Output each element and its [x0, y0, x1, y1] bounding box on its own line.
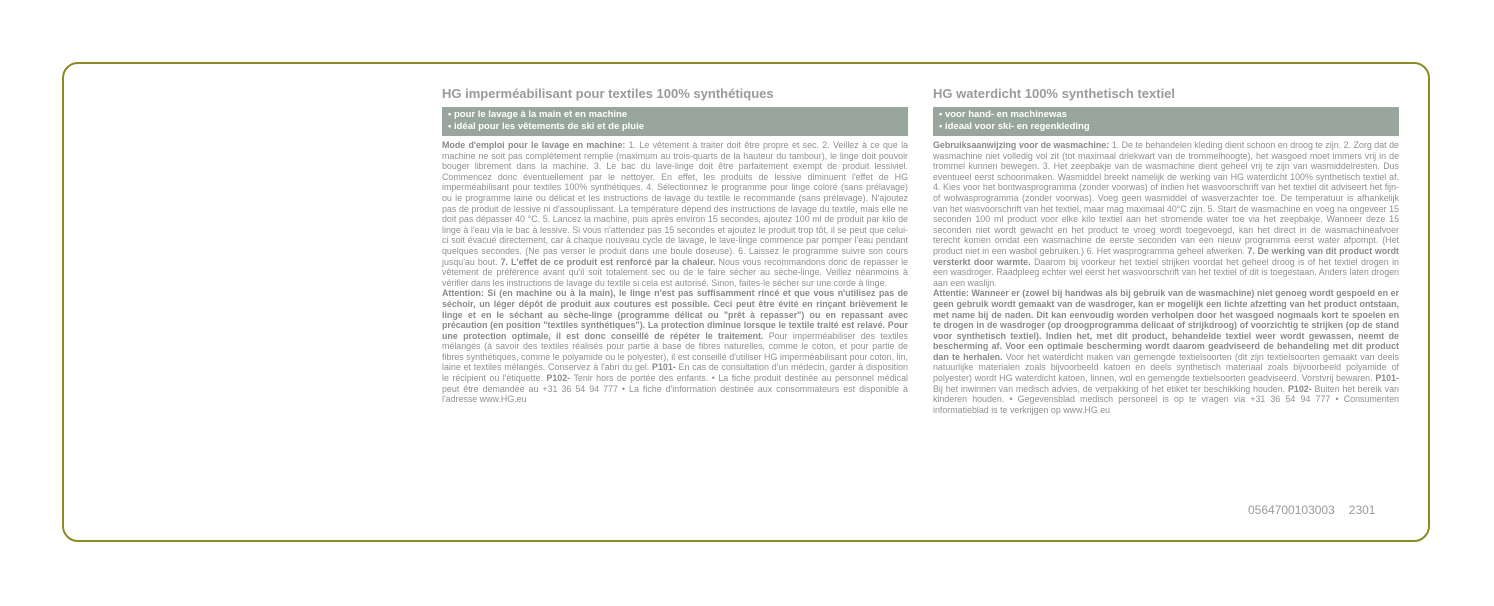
product-code — [1248, 503, 1375, 517]
french-usage-heading: Mode d'emploi pour le lavage en machine: — [442, 140, 626, 150]
dutch-attention-text: Voor het waterdicht maken van gemengde textielsoorten (dit zijn textielsoorten gemaakt van deels natuurlijke materialen zoals bijvoorbeeld katoen en deels synthetisch materiaal zoals bijvoorbeeld polyamide of polyester) wordt HG waterdicht katoen, linnen, wol en gemengde textielsoorten geadviseerd. Vorstvrij bewaren. — [933, 351, 1399, 384]
french-usage-text: 1. Le vêtement à traiter doit être propre et sec. 2. Veillez à ce que la machine ne soit pas complètement remplie (maximum au trois-quarts de la hauteur du tambour), le linge doit pouvoir bouger librement dans la machine. 3. Le bac du lave-linge doit être parfaitement exempt de produit lessiviel. Commencez donc éventuellement par le nettoyer. En effet, les produits de lessive diminuent l'effet de HG imperméabilisant pour textiles 100% synthétiques. 4. Sélectionnez le programme pour linge coloré (sans prélavage) ou le programme laine ou délicat et les instructions de lavage du textile le recommande (sans prélavage). N'ajoutez pas de produit de lessive ni d'assouplissant. La température dépend des instructions de lavage du textile, mais elle ne doit pas dépasser 40 °C. 5. Lancez la machine, puis après environ 15 secondes, ajoutez 100 ml de produit par kilo de linge à l'eau via le bac à lessive. Si vous n'attendez pas 15 secondes et ajoutez le produit trop tôt, il se peut que celui-ci soit évacué directement, car à chaque nouveau cycle de lavage, le lave-linge commence par pomper l'eau pendant quelques secondes. (Ne pas verser le produit dans une boule doseuse). 6. Laissez le programme suivre son cours jusqu'au bout. — [442, 140, 908, 267]
dutch-instructions — [933, 140, 1399, 415]
dutch-feature-1: • voor hand- en machinewas — [939, 109, 1067, 120]
french-feature-2: • idéal pour les vêtements de ski et de pluie — [448, 121, 645, 132]
dutch-title: HG waterdicht 100% synthetisch textiel — [933, 86, 1176, 101]
french-p102-code: P102- — [542, 373, 571, 384]
french-attention: Attention: Si (en machine ou à la main), le linge n'est pas suffisamment rincé et que vous n'utilisez pas de séchoir, un léger dépôt de produit aux coutures est possible. Ceci peut être évité en rinçant brièvement le linge et en le séchant au sèche-linge (programme délicat ou "prêt à repasser") ou en repassant avec précaution (en position "textiles synthétiques"). La protection diminue lorsque le textile traité est relavé. Pour une protection optimale, il est donc conseillé de répéter le traitement. — [442, 288, 908, 341]
french-feature-bar — [442, 107, 908, 136]
french-usage-bold: 7. L'effet de ce produit est renforcé par la chaleur. — [497, 256, 716, 267]
french-usage-text-2: Nous vous recommandons donc de repasser le vêtement de préférence avant qu'il soit totalement sec ou de le faire sécher au sèche-linge. Veillez néanmoins à vérifier dans les instructions de lavage du textile si cela est autorisé. Sinon, faites-le sécher sur une corde à linge. — [442, 256, 908, 288]
french-p101-text: En cas de consultation d'un médecin, garder à disposition le récipient ou l'étiquette. — [442, 362, 908, 384]
dutch-p102-text: Buiten het bereik van kinderen houden. • Gegevensblad medisch personeel is op te vragen via +31 36 54 94 777 • Consumenten informatieblad is te verkrijgen op www.HG.eu — [933, 383, 1399, 415]
french-attention-text: Pour imperméabiliser des textiles mélangés (à savoir des textiles réalisés pour partie à base de fibres naturelles, comme le coton, et pour partie de fibres synthétiques, comme le polyamide ou le polyester), il est conseillé d'utiliser HG imperméabilisant pour coton, lin, laine et textiles mélangés. Conservez à l'abri du gel. — [442, 330, 908, 373]
barcode-number: 0564700103003 — [1248, 503, 1335, 517]
dutch-p101-code: P101- — [1372, 373, 1399, 384]
french-title: HG imperméabilisant pour textiles 100% synthétiques — [442, 86, 774, 101]
french-feature-1: • pour le lavage à la main et en machine — [448, 109, 628, 120]
french-column — [442, 86, 908, 405]
french-instructions — [442, 140, 908, 405]
dutch-usage-text-2: Daarom bij voorkeur het textiel strijken voordat het geheel droog is of het textiel drogen in een wasdroger. Raadpleeg echter wel eerst het wasvoorschrift van het textiel of dit is toegestaan. Anders laten drogen aan een waslijn. — [933, 256, 1399, 288]
dutch-attention: Attentie: Wanneer er (zowel bij handwas als bij gebruik van de wasmachine) niet genoeg wordt gespoeld en er geen gebruik wordt gemaakt van de wasdroger, kan er mogelijk een lichte afzetting van het product ontstaan, met name bij de naden. Dit kan eenvoudig worden verholpen door het wasgoed nogmaals kort te spoelen en te drogen in de wasdroger (op droogprogramma delicaat of strijkdroog) of voorzichtig te strijken (op de stand voor synthetisch textiel). Indien het, met dit product, behandelde textiel weer wordt gewassen, neemt de bescherming af. Voor een optimale bescherming wordt daarom geadviseerd de behandeling met dit product dan te herhalen. — [933, 288, 1399, 362]
dutch-column — [933, 86, 1399, 415]
dutch-feature-bar — [933, 107, 1399, 136]
dutch-usage-text: 1. De te behandelen kleding dient schoon en droog te zijn. 2. Zorg dat de wasmachine niet volledig vol zit (tot maximaal driekwart van de trommelhoogte), het wasgoed moet immers vrij in de trommel kunnen bewegen. 3. Het zeepbakje van de wasmachine dient geheel vrij te zijn van wasmiddelresten. Dus eventueel eerst schoonmaken. Wasmiddel breekt namelijk de werking van HG waterdicht 100% synthetisch textiel af. 4. Kies voor het bontwasprogramma (zonder voorwas) of indien het wasvoorschrift van het textiel dit adviseert het fijn- of wolwasprogramma (zonder voorwas). Voeg geen wasmiddel of wasverzachter toe. De temperatuur is afhankelijk van het wasvoorschrift van het textiel, maar mag maximaal 40°C zijn. 5. Start de wasmachine en voeg na ongeveer 15 seconden 100 ml product voor elke kilo textiel aan het stromende water toe via het zeepbakje. Wanneer deze 15 seconden niet wordt gewacht en het product te vroeg wordt toegevoegd, kan het direct in de wasmachineafvoer terecht komen omdat een wasmachine de eerste seconden van een nieuw programma eerst water afpompt. (Het product niet in een wasbol gebruiken.) 6. Het wasprogramma geheel afwerken. — [933, 140, 1399, 256]
dutch-p102-code: P102- — [1285, 383, 1312, 394]
dutch-p101-text: Bij het inwinnen van medisch advies, de verpakking of het etiket ter beschikking houden. — [933, 383, 1286, 394]
batch-code: 2301 — [1348, 503, 1376, 517]
dutch-usage-heading: Gebruiksaanwijzing voor de wasmachine: — [933, 140, 1110, 150]
french-p101-code: P101- — [649, 362, 676, 373]
dutch-usage-bold: 7. De werking van dit product wordt versterkt door warmte. — [933, 245, 1399, 267]
dutch-feature-2: • ideaal voor ski- en regenkleding — [939, 121, 1090, 132]
french-p102-text: Tenir hors de portée des enfants. • La fiche produit destinée au personnel médical peut être demandée au +31 36 54 94 777 • La fiche d'information destinée aux consommateurs est disponible à l'adresse www.HG.eu — [442, 373, 908, 405]
